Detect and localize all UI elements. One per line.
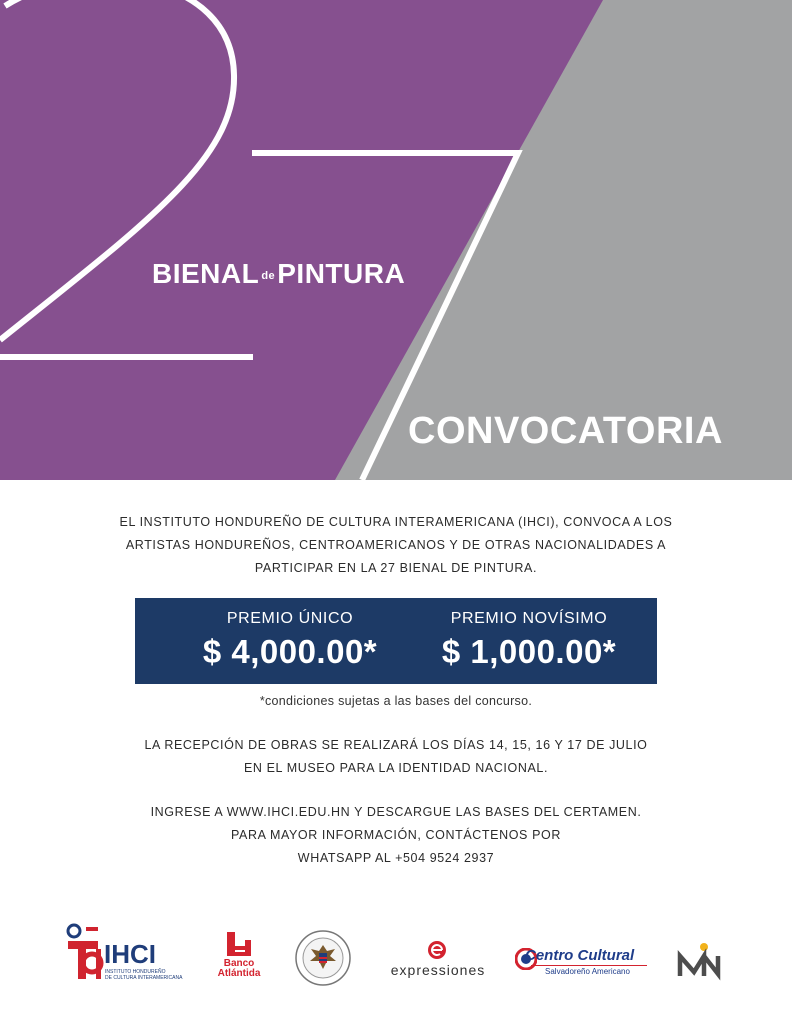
info-line: PARA MAYOR INFORMACIÓN, CONTÁCTENOS POR xyxy=(231,828,561,842)
bienal-title xyxy=(152,256,405,292)
convocatoria-heading: CONVOCATORIA xyxy=(408,410,723,452)
reception-line: EN EL MUSEO PARA LA IDENTIDAD NACIONAL. xyxy=(243,761,549,775)
poster-header xyxy=(0,0,792,480)
intro-line: PARTICIPAR EN LA 27 BIENAL DE PINTURA. xyxy=(254,561,538,575)
banco-line: Banco xyxy=(223,958,255,969)
centro-divider xyxy=(531,965,647,966)
info-line: INGRESE A WWW.IHCI.EDU.HN Y DESCARGUE LAS BASES DEL CERTAMEN. xyxy=(150,805,642,819)
prize-novisimo xyxy=(423,610,635,671)
banco-emblem-icon xyxy=(225,932,253,958)
prize-label: PREMIO ÚNICO xyxy=(226,610,354,627)
ihci-emblem-icon xyxy=(64,923,104,981)
ihci-subtitle-line: INSTITUTO HONDUREÑO xyxy=(105,969,166,975)
title-part2: PINTURA xyxy=(277,258,406,289)
centro-wordmark: Centro Cultural xyxy=(525,947,635,964)
reception-line: LA RECEPCIÓN DE OBRAS SE REALIZARÁ LOS DÍAS 14, 15, 16 Y 17 DE JULIO xyxy=(144,738,648,752)
intro-line: ARTISTAS HONDUREÑOS, CENTROAMERICANOS Y DE OTRAS NACIONALIDADES A xyxy=(125,538,667,552)
banco-atlantida-logo xyxy=(216,932,266,984)
ihci-subtitle xyxy=(105,969,182,981)
prize-amount: $ 4,000.00* xyxy=(202,633,378,670)
conditions-note: *condiciones sujetas a las bases del concurso. xyxy=(259,694,533,708)
prize-amount: $ 1,000.00* xyxy=(441,633,617,670)
centro-cultural-logo xyxy=(515,946,655,982)
museo-identidad-logo xyxy=(676,942,728,982)
expressiones-logo xyxy=(382,940,494,980)
expressiones-wordmark: expressiones xyxy=(390,962,486,978)
centro-subtitle: Salvadoreño Americano xyxy=(545,967,630,976)
ihci-logo xyxy=(64,923,183,983)
banco-wordmark xyxy=(216,959,262,979)
info-paragraph xyxy=(0,801,792,870)
us-seal-icon xyxy=(294,929,352,987)
expressiones-emblem-icon xyxy=(427,940,447,960)
sponsor-logos xyxy=(0,920,792,990)
mn-emblem-icon xyxy=(676,942,728,982)
banco-line: Atlántida xyxy=(217,968,261,979)
header-graphic xyxy=(0,0,792,480)
prize-box xyxy=(135,598,657,684)
info-line: WHATSAPP AL +504 9524 2937 xyxy=(297,851,495,865)
us-embassy-seal xyxy=(294,929,352,987)
prize-unico xyxy=(175,610,405,671)
ihci-subtitle-line: DE CULTURA INTERAMERICANA xyxy=(105,975,183,981)
title-part1: BIENAL xyxy=(152,258,260,289)
reception-paragraph xyxy=(0,734,792,780)
title-de: de xyxy=(261,269,276,282)
ihci-wordmark: IHCI xyxy=(104,939,156,969)
intro-line: EL INSTITUTO HONDUREÑO DE CULTURA INTERAMERICANA (IHCI), CONVOCA A LOS xyxy=(119,515,673,529)
prize-label: PREMIO NOVÍSIMO xyxy=(450,610,608,627)
intro-paragraph xyxy=(0,511,792,580)
